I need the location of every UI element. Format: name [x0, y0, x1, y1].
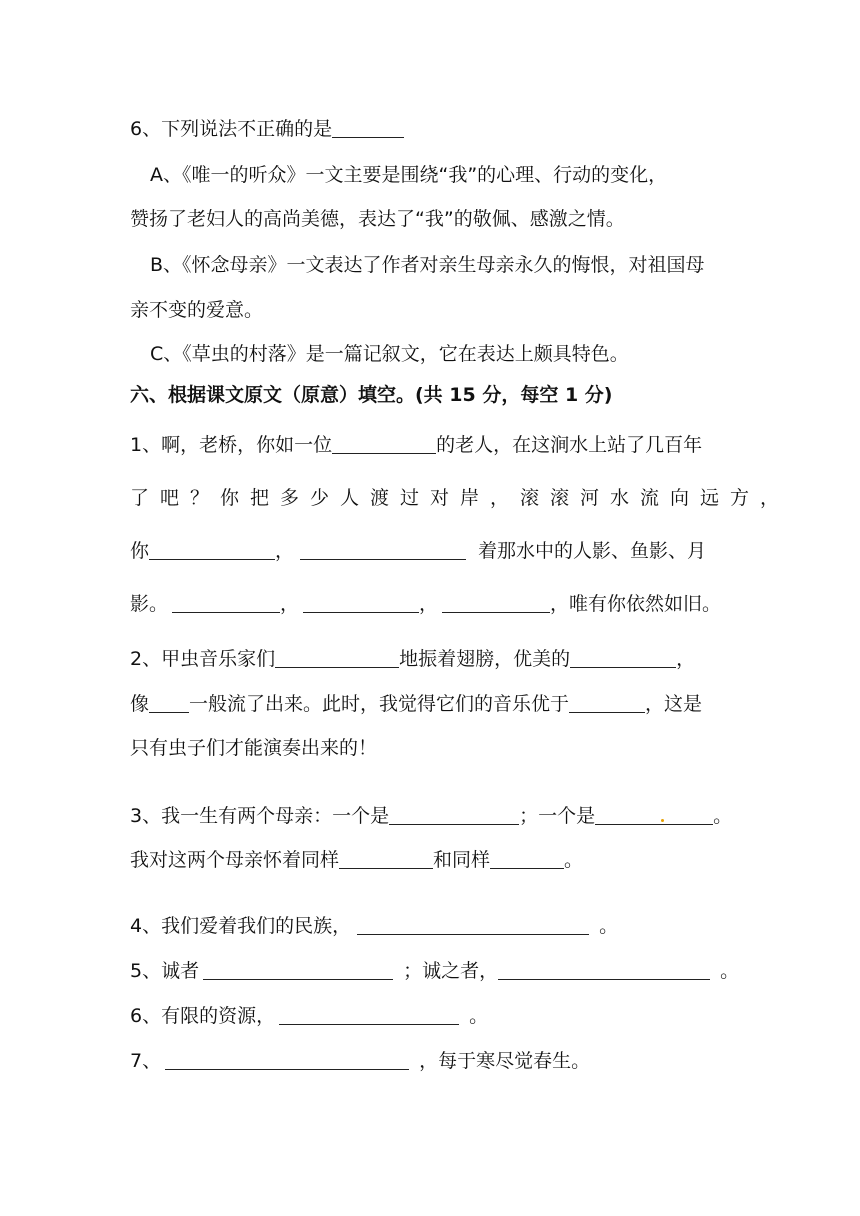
answer-blank[interactable] [490, 848, 564, 869]
q6-option-b-line2: 亲不变的爱意。 [130, 299, 264, 321]
answer-blank[interactable] [300, 539, 466, 560]
item3-text: 。 [713, 805, 733, 827]
item6-line [130, 1003, 488, 1029]
item1-text: 影。 [130, 593, 169, 615]
item3-text: ；一个是 [519, 805, 596, 827]
answer-blank[interactable] [339, 848, 433, 869]
item7-text: 7、 [130, 1050, 162, 1072]
answer-blank[interactable] [303, 592, 419, 613]
answer-blank[interactable] [595, 804, 713, 825]
item1-text: ， [280, 593, 300, 615]
answer-blank[interactable] [332, 433, 436, 454]
item1-line2: 了吧？你把多少人渡过对岸，滚滚河水流向远方， [130, 487, 791, 509]
answer-blank[interactable] [498, 959, 710, 980]
item3-text: 。 [564, 849, 584, 871]
item1-text: ， [419, 593, 439, 615]
item2-line3: 只有虫子们才能演奏出来的！ [130, 737, 378, 759]
item2-text: 一般流了出来。此时，我觉得它们的音乐优于 [189, 693, 570, 715]
item2-text: 2、甲虫音乐家们 [130, 648, 276, 670]
item1-text: 你 [130, 540, 150, 562]
answer-blank[interactable] [203, 959, 393, 980]
item2-text: ， [676, 648, 696, 670]
q6-stem: 6、下列说法不正确的是 [130, 118, 333, 140]
answer-blank[interactable] [570, 647, 676, 668]
answer-blank[interactable] [149, 692, 189, 713]
item5-line [130, 958, 739, 984]
item1-text: 的老人，在这涧水上站了几百年 [436, 434, 703, 456]
answer-blank[interactable] [172, 592, 280, 613]
item3-text: 我对这两个母亲怀着同样 [130, 849, 340, 871]
answer-blank[interactable] [279, 1004, 459, 1025]
section-heading: 六、根据课文原文（原意）填空。(共 15 分，每空 1 分) [130, 384, 613, 406]
q6-option-a-line1: A、《唯一的听众》一文主要是围绕“我”的心理、行动的变化， [150, 164, 668, 186]
answer-blank[interactable] [357, 914, 589, 935]
q6-option-c: C、《草虫的村落》是一篇记叙文，它在表达上颇具特色。 [150, 343, 629, 365]
item2-text: ，这是 [645, 693, 703, 715]
item2-text: 地振着翅膀，优美的 [399, 648, 571, 670]
item4-text: 。 [599, 915, 619, 937]
item7-text: ，每于寒尽觉春生。 [419, 1050, 591, 1072]
item3-text: 和同样 [433, 849, 491, 871]
item3-text: 3、我一生有两个母亲：一个是 [130, 805, 390, 827]
answer-blank[interactable] [442, 592, 550, 613]
answer-blank[interactable] [149, 539, 275, 560]
item5-text: 。 [720, 960, 740, 982]
item2-line1 [130, 646, 695, 672]
answer-blank[interactable] [275, 647, 399, 668]
answer-blank[interactable] [165, 1049, 409, 1070]
item1-text: ，唯有你依然如旧。 [550, 593, 722, 615]
item5-text: 5、诚者 [130, 960, 200, 982]
item5-text: ；诚之者， [403, 960, 499, 982]
item3-line2 [130, 847, 583, 873]
item6-text: 6、有限的资源， [130, 1005, 276, 1027]
stray-dot [661, 819, 664, 822]
item1-text: 1、啊，老桥，你如一位 [130, 434, 333, 456]
q6-option-a-line2: 赞扬了老妇人的高尚美德，表达了“我”的敬佩、感激之情。 [130, 208, 625, 230]
item4-line [130, 913, 618, 939]
item1-text: ， [275, 540, 295, 562]
q6-option-b-line1: B、《怀念母亲》一文表达了作者对亲生母亲永久的悔恨，对祖国母 [150, 254, 705, 276]
item1-text: 着那水中的人影、鱼影、月 [478, 540, 707, 562]
item2-line2 [130, 691, 702, 717]
item7-line [130, 1048, 590, 1074]
answer-blank[interactable] [569, 692, 645, 713]
item1-line3 [130, 538, 706, 564]
item3-line1 [130, 803, 732, 829]
item2-text: 像 [130, 693, 150, 715]
item6-text: 。 [469, 1005, 489, 1027]
answer-blank[interactable] [389, 804, 519, 825]
answer-blank[interactable] [332, 117, 404, 138]
q6-stem-line [130, 116, 404, 142]
item4-text: 4、我们爱着我们的民族， [130, 915, 352, 937]
item1-line4 [130, 591, 721, 617]
item1-line1 [130, 432, 702, 458]
